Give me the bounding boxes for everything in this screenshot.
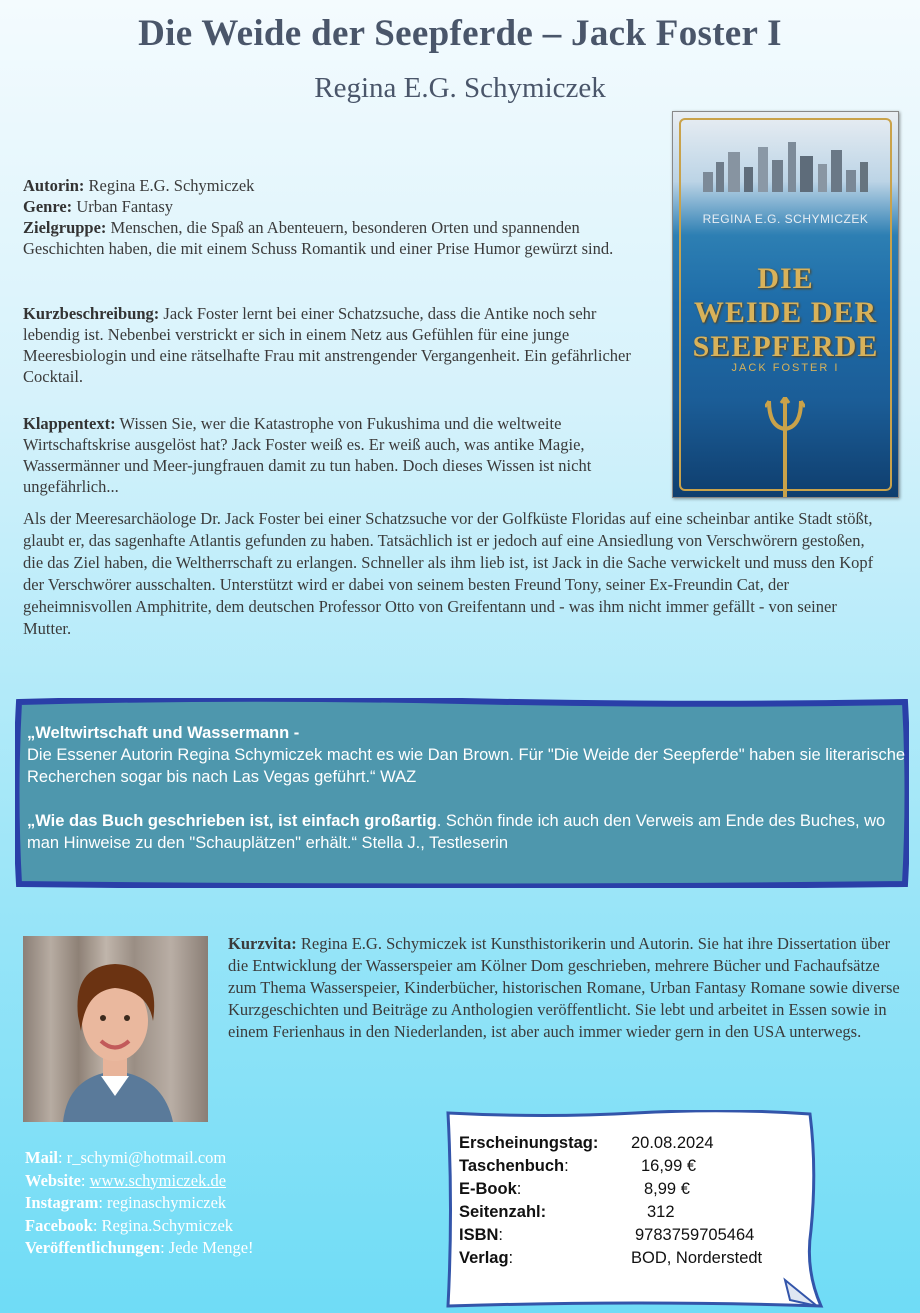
cover-subtitle: JACK FOSTER I xyxy=(731,362,840,374)
page-subtitle-author: Regina E.G. Schymiczek xyxy=(314,72,606,104)
kurzbeschreibung xyxy=(23,303,653,387)
fact-label: ISBN xyxy=(459,1226,499,1244)
fact-label-suffix: : xyxy=(508,1249,514,1267)
genre-label: Genre: xyxy=(23,197,73,216)
fact-label: E-Book xyxy=(459,1180,517,1198)
klappentext-label: Klappentext: xyxy=(23,414,116,433)
fact-row-taschenbuch xyxy=(459,1157,697,1176)
fact-value: 9783759705464 xyxy=(635,1226,755,1244)
fact-row-isbn xyxy=(459,1226,755,1245)
author-portrait-image xyxy=(23,936,208,1122)
klappentext xyxy=(23,413,663,497)
website-label: Website xyxy=(25,1170,81,1190)
zielgruppe-label: Zielgruppe: xyxy=(23,218,107,237)
fact-value: 8,99 € xyxy=(644,1180,690,1198)
trident-icon xyxy=(765,397,805,497)
review-quotes-box xyxy=(15,698,909,888)
author-photo xyxy=(23,936,208,1122)
bio-label: Kurzvita: xyxy=(228,934,297,953)
fact-row-seitenzahl xyxy=(459,1203,675,1222)
quote-text xyxy=(27,722,907,854)
publications-value: : Jede Menge! xyxy=(160,1238,254,1257)
genre-value: Urban Fantasy xyxy=(72,197,174,216)
zielgruppe-value: Menschen, die Spaß an Abenteuern, besonderen Orten und spannenden Geschichten haben, die mit einem Schuss Romantik und einer Prise Humor gewürzt sind. xyxy=(23,218,614,258)
mail-value[interactable]: : r_schymi@hotmail.com xyxy=(58,1148,227,1167)
fact-row-verlag xyxy=(459,1249,763,1268)
fact-label: Erscheinungstag: xyxy=(459,1134,599,1152)
fact-value: 16,99 € xyxy=(641,1157,697,1175)
instagram-label: Instagram xyxy=(25,1193,99,1212)
kurzbeschreibung-label: Kurzbeschreibung: xyxy=(23,304,160,323)
autorin-value: Regina E.G. Schymiczek xyxy=(84,176,255,195)
story-paragraph: Als der Meeresarchäologe Dr. Jack Foster bei einer Schatzsuche vor der Golfküste Floridas auf eine scheinbar antike Stadt stößt, glaubt er, das sagenhafte Atlantis gefunden zu haben. Tatsächlich ist er jedoch auf eine Ansiedlung von Verschwörern gestoßen, die das Ziel haben, die Weltherrschaft zu erlangen. Schneller als ihm lieb ist, ist Jack in die Sache verwickelt und muss den Kopf der Verschwörer ausschalten. Unterstützt wird er dabei von seinem besten Freund Tony, seiner Ex-Freundin Cat, der geheimnisvollen Amphitrite, dem deutschen Professor Otto von Greifentann und - was ihm nicht immer gefällt - von seiner Mutter. xyxy=(23,509,874,638)
fact-label-suffix: : xyxy=(498,1226,504,1244)
cover-title-line1: DIE xyxy=(757,262,814,295)
fact-label: Taschenbuch xyxy=(459,1157,565,1175)
cover-title xyxy=(673,262,898,364)
fact-row-ebook xyxy=(459,1180,690,1199)
fact-value: 312 xyxy=(647,1203,675,1221)
instagram-value: : reginaschymiczek xyxy=(98,1193,227,1212)
fact-label-suffix: : xyxy=(516,1180,522,1198)
fact-label: Verlag xyxy=(459,1249,509,1267)
book-facts-card xyxy=(445,1110,825,1310)
fact-row-erscheinungstag xyxy=(459,1134,714,1153)
publications-label: Veröffentlichungen xyxy=(25,1238,161,1257)
quote1-headline: „Weltwirtschaft und Wassermann - xyxy=(27,724,300,742)
cover-title-line3: SEEPFERDE xyxy=(692,330,879,363)
author-bio xyxy=(228,933,908,1043)
website-link[interactable]: www.schymiczek.de xyxy=(89,1170,227,1190)
facebook-value: : Regina.Schymiczek xyxy=(92,1215,234,1235)
quote2-body: . Schön finde ich auch den Verweis am Ende des Buches, wo man Hinweise zu den "Schauplätzen" erhält.“ Stella J., Testleserin xyxy=(27,812,886,852)
fact-label-suffix: : xyxy=(564,1157,569,1175)
autorin-label: Autorin: xyxy=(23,176,85,195)
contact-list: Mail: r_schymi@hotmail.com Website: www.schymiczek.de Instagram: reginaschymiczek Facebook: Regina.Schymiczek Veröffentlichungen: Jede Menge! xyxy=(25,1148,254,1257)
cover-author: REGINA E.G. SCHYMICZEK xyxy=(702,212,869,226)
cover-title-line2: WEIDE DER xyxy=(693,296,878,329)
bio-text: Regina E.G. Schymiczek ist Kunsthistorikerin und Autorin. Sie hat ihre Dissertation über die Entwicklung der Wasserspeier am Kölner Dom geschrieben, mehrere Bücher und Fachaufsätze zum Thema Wasserspeier, Kinderbücher, historischen Romane, Urban Fantasy Romane sowie diverse Kurzgeschichten und Beiträge zu Anthologien veröffentlicht. Sie lebt und arbeitet in Essen sowie in einem Ferienhaus in den Niederlanden, ist aber auch immer wieder gern in den USA unterwegs. xyxy=(228,934,900,1041)
page-title: Die Weide der Seepferde – Jack Foster I xyxy=(138,13,782,54)
kurzbeschreibung-text: Jack Foster lernt bei einer Schatzsuche, dass die Antike noch sehr lebendig ist. Nebenbei verstrickt er sich in einem Netz aus Gefühlen für eine junge Meeresbiologin und eine rätselhafte Frau mit anstrengender Vergangenheit. Ein gefährlicher Cocktail. xyxy=(23,304,631,386)
quote1-body: Die Essener Autorin Regina Schymiczek macht es wie Dan Brown. Für "Die Weide der Seepferde" haben sie literarische Recherchen sogar bis nach Las Vegas geführt.“ WAZ xyxy=(27,746,906,786)
fact-value: 20.08.2024 xyxy=(631,1134,714,1152)
fact-label: Seitenzahl: xyxy=(459,1203,547,1221)
fact-value: BOD, Norderstedt xyxy=(631,1249,763,1267)
facebook-label: Facebook xyxy=(25,1215,93,1235)
klappentext-text: Wissen Sie, wer die Katastrophe von Fukushima und die weltweite Wirtschaftskrise ausgelöst hat? Jack Foster weiß es. Er weiß auch, was antike Magie, Wassermänner und Meer-jungfrauen damit zu tun haben. Doch dieses Wissen ist nicht ungefährlich... xyxy=(23,414,592,496)
book-metadata xyxy=(23,175,653,259)
cover-skyline xyxy=(698,142,873,192)
mail-label: Mail xyxy=(25,1148,58,1167)
quote2-headline: „Wie das Buch geschrieben ist, ist einfach großartig xyxy=(27,812,437,830)
book-cover xyxy=(672,111,899,498)
